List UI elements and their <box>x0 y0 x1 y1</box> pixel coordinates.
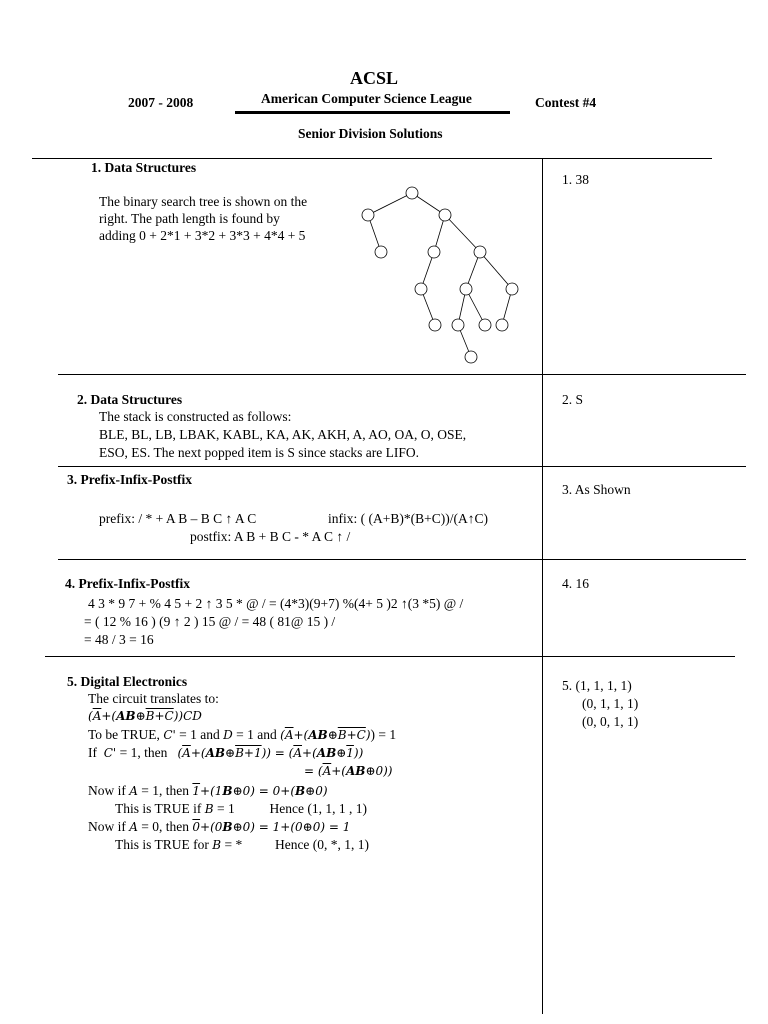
row-divider-4 <box>45 656 735 657</box>
problem-4-heading: 4. Prefix-Infix-Postfix <box>65 576 190 591</box>
contest-label: Contest #4 <box>535 95 597 110</box>
answer-1: 1. 38 <box>562 172 589 187</box>
tree-node <box>460 283 472 295</box>
page-title: ACSL <box>350 68 399 88</box>
problem-3-prefix: prefix: / * + A B – B C ↑ A C <box>99 511 257 526</box>
problem-3-postfix: postfix: A B + B C - * A C ↑ / <box>190 529 351 544</box>
tree-node <box>428 246 440 258</box>
problem-5-line: Now if A = 1, then 1+(1B⊕0) = 0+(B⊕0) <box>88 783 328 798</box>
year-label: 2007 - 2008 <box>128 95 194 110</box>
answer-5: 5. (1, 1, 1, 1) <box>562 678 632 693</box>
problem-2-line: The stack is constructed as follows: <box>99 409 292 424</box>
answer-5: (0, 0, 1, 1) <box>582 714 639 729</box>
problem-3-infix: infix: ( (A+B)*(B+C))/(A↑C) <box>328 511 488 526</box>
problem-2-line: ESO, ES. The next popped item is S since stacks are LIFO. <box>99 445 419 460</box>
problem-3-heading: 3. Prefix-Infix-Postfix <box>67 472 192 487</box>
problem-5-line: Now if A = 0, then 0+(0B⊕0) = 1+(0⊕0) = 1 <box>88 819 351 834</box>
tree-node <box>474 246 486 258</box>
header-rule <box>235 111 510 114</box>
row-divider-1 <box>58 374 746 375</box>
row-divider-3 <box>58 559 746 560</box>
problem-5-line: This is TRUE for B = * Hence (0, *, 1, 1) <box>115 837 370 852</box>
answer-4: 4. 16 <box>562 576 589 591</box>
answer-2: 2. S <box>562 392 584 407</box>
tree-node <box>479 319 491 331</box>
problem-2-heading: 2. Data Structures <box>77 392 183 407</box>
tree-node <box>406 187 418 199</box>
problem-5-line: = $(\overline{A}+(AB\oplus 0))$ <box>304 764 393 778</box>
problem-5-intro: The circuit translates to: <box>88 691 219 706</box>
tree-node <box>362 209 374 221</box>
tree-node <box>496 319 508 331</box>
row-divider-2 <box>58 466 746 467</box>
circuit-expression: $(\overline{A}+(AB\oplus B+C))CD$ <box>88 709 202 723</box>
tree-node <box>415 283 427 295</box>
problem-5-line: This is TRUE if B = 1 Hence (1, 1, 1 , 1) <box>115 801 367 816</box>
problem-1-line: right. The path length is found by <box>99 211 280 226</box>
tree-node <box>439 209 451 221</box>
answer-5: (0, 1, 1, 1) <box>582 696 639 711</box>
problem-4-line: 4 3 * 9 7 + % 4 5 + 2 ↑ 3 5 * @ / = (4*3)(9+7) %(4+ 5 )2 ↑(3 *5) @ / <box>88 596 464 611</box>
problem-4-line: = 48 / 3 = 16 <box>84 632 154 647</box>
table-top-rule <box>32 158 712 159</box>
division-title: Senior Division Solutions <box>298 126 443 141</box>
problem-4-line: = ( 12 % 16 ) (9 ↑ 2 ) 15 @ / = 48 ( 81@ 15 ) / <box>84 614 336 629</box>
answer-column-divider <box>542 158 543 1014</box>
problem-5-line: To be TRUE, C' = 1 and D = 1 and $(\overline{A}+(AB\oplus B+C)) = 1$ <box>88 727 397 742</box>
problem-1-line: The binary search tree is shown on the <box>99 194 308 209</box>
tree-node <box>375 246 387 258</box>
problem-5-heading: 5. Digital Electronics <box>67 674 188 689</box>
problem-5-line: If C' = 1, then $(\overline{A}+(AB\oplus B+1))$ = $(\overline{A}+(AB\oplus 1))$ <box>88 745 364 760</box>
tree-node <box>506 283 518 295</box>
answer-3: 3. As Shown <box>562 482 631 497</box>
problem-2-line: BLE, BL, LB, LBAK, KABL, KA, AK, AKH, A, AO, OA, O, OSE, <box>99 427 467 442</box>
problem-1-heading: 1. Data Structures <box>91 160 197 175</box>
tree-node <box>465 351 477 363</box>
tree-node <box>429 319 441 331</box>
tree-node <box>452 319 464 331</box>
problem-1-line: adding 0 + 2*1 + 3*2 + 3*3 + 4*4 + 5 <box>99 228 306 243</box>
org-name: American Computer Science League <box>261 91 472 106</box>
binary-search-tree-diagram <box>355 182 525 368</box>
